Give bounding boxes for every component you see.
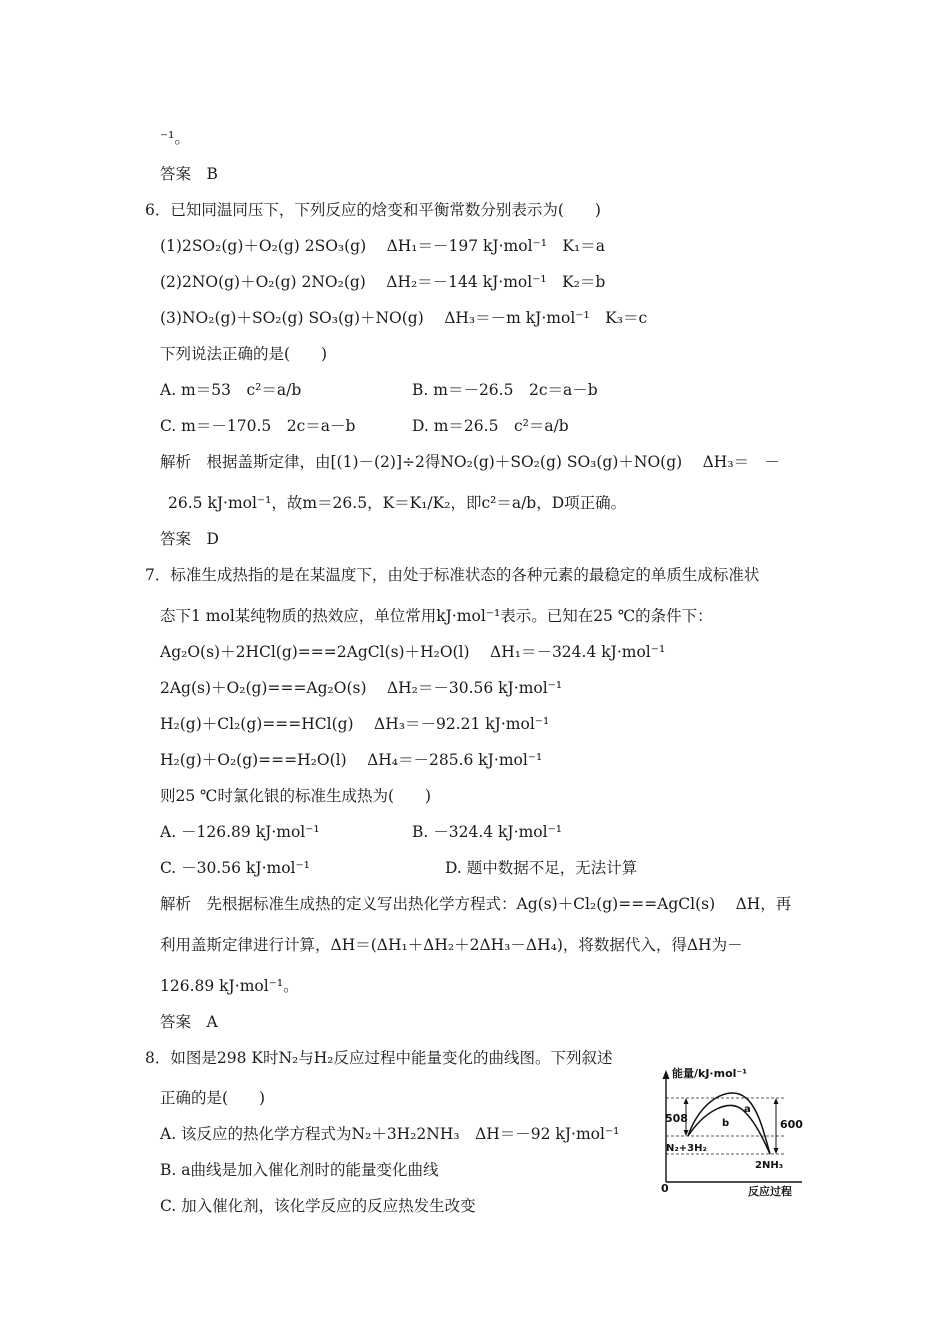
curve-a-label: a xyxy=(744,1104,751,1115)
option-b: B. a曲线是加入催化剂时的能量变化曲线 xyxy=(160,1161,439,1179)
option-d: D. 题中数据不足，无法计算 xyxy=(445,859,638,877)
text-line: ⁻¹。 xyxy=(160,129,190,147)
equation-line: H₂(g)＋O₂(g)===H₂O(l) ΔH₄＝－285.6 kJ·mol⁻¹ xyxy=(160,751,543,769)
text-line: 则25 ℃时氯化银的标准生成热为( ) xyxy=(160,787,432,805)
option-a: A. m＝53 c²＝a/b xyxy=(160,381,302,399)
arrow-600-head-up xyxy=(774,1098,779,1104)
x-axis-label: 反应过程 xyxy=(748,1185,792,1198)
option-c: C. －30.56 kJ·mol⁻¹ xyxy=(160,859,310,877)
product-label: 2NH₃ xyxy=(755,1160,784,1171)
answer-line: 答案 A xyxy=(160,1013,218,1031)
equation-line: 2Ag(s)＋O₂(g)===Ag₂O(s) ΔH₂＝－30.56 kJ·mol⁻¹ xyxy=(160,679,563,697)
equation-line: (3)NO₂(g)＋SO₂(g) SO₃(g)＋NO(g) ΔH₃＝－m kJ·mol⁻¹ K₃＝c xyxy=(160,309,648,327)
option-c: C. m＝－170.5 2c＝a－b xyxy=(160,417,356,435)
option-b: B. －324.4 kJ·mol⁻¹ xyxy=(412,823,562,841)
question-6: 6．已知同温同压下，下列反应的焓变和平衡常数分别表示为( ) xyxy=(145,201,601,219)
option-d: D. m＝26.5 c²＝a/b xyxy=(412,417,569,435)
y-axis-arrow xyxy=(663,1070,670,1079)
analysis-line: 126.89 kJ·mol⁻¹。 xyxy=(160,977,299,995)
equation-line: Ag₂O(s)＋2HCl(g)===2AgCl(s)＋H₂O(l) ΔH₁＝－324.4 kJ·mol⁻¹ xyxy=(160,643,666,661)
equation-line: (1)2SO₂(g)＋O₂(g) 2SO₃(g) ΔH₁＝－197 kJ·mol⁻¹ K₁＝a xyxy=(160,237,605,255)
option-a: A. －126.89 kJ·mol⁻¹ xyxy=(160,823,320,841)
reactant-label: N₂+3H₂ xyxy=(666,1143,707,1154)
arrow-600-head-down xyxy=(774,1148,779,1154)
energy-diagram xyxy=(652,1062,812,1202)
equation-line: H₂(g)＋Cl₂(g)===HCl(g) ΔH₃＝－92.21 kJ·mol⁻¹ xyxy=(160,715,550,733)
origin-label: 0 xyxy=(661,1182,669,1195)
equation-line: (2)2NO(g)＋O₂(g) 2NO₂(g) ΔH₂＝－144 kJ·mol⁻¹ K₂＝b xyxy=(160,273,606,291)
question-7: 7．标准生成热指的是在某温度下，由处于标准状态的各种元素的最稳定的单质生成标准状 xyxy=(145,566,760,584)
text-line: 正确的是( ) xyxy=(160,1089,266,1107)
option-b: B. m＝－26.5 2c＝a－b xyxy=(412,381,598,399)
curve-b-label: b xyxy=(722,1118,730,1129)
y-axis-label: 能量/kJ·mol⁻¹ xyxy=(672,1067,748,1080)
option-a: A. 该反应的热化学方程式为N₂＋3H₂2NH₃ ΔH＝－92 kJ·mol⁻¹ xyxy=(160,1125,620,1143)
analysis-line: 利用盖斯定律进行计算，ΔH＝(ΔH₁＋ΔH₂＋2ΔH₃－ΔH₄)，将数据代入，得ΔH为－ xyxy=(160,936,743,954)
value-600: 600 xyxy=(780,1118,803,1131)
text-line: 下列说法正确的是( ) xyxy=(160,345,328,363)
value-508: 508 xyxy=(665,1112,688,1125)
analysis-line: 解析 先根据标准生成热的定义写出热化学方程式：Ag(s)＋Cl₂(g)===AgCl(s) ΔH，再 xyxy=(160,895,792,913)
analysis-line: 解析 根据盖斯定律，由[(1)－(2)]÷2得NO₂(g)＋SO₂(g) SO₃(g)＋NO(g) ΔH₃＝ － xyxy=(160,453,781,471)
arrow-508-head-up xyxy=(684,1098,689,1104)
answer-line: 答案 B xyxy=(160,165,218,183)
analysis-line: 26.5 kJ·mol⁻¹，故m＝26.5，K＝K₁/K₂，即c²＝a/b，D项正确。 xyxy=(168,494,627,512)
option-c: C. 加入催化剂，该化学反应的反应热发生改变 xyxy=(160,1197,476,1215)
answer-line: 答案 D xyxy=(160,530,219,548)
text-line: 态下1 mol某纯物质的热效应，单位常用kJ·mol⁻¹表示。已知在25 ℃的条件下： xyxy=(160,607,713,625)
question-8: 8．如图是298 K时N₂与H₂反应过程中能量变化的曲线图。下列叙述 xyxy=(145,1049,613,1067)
